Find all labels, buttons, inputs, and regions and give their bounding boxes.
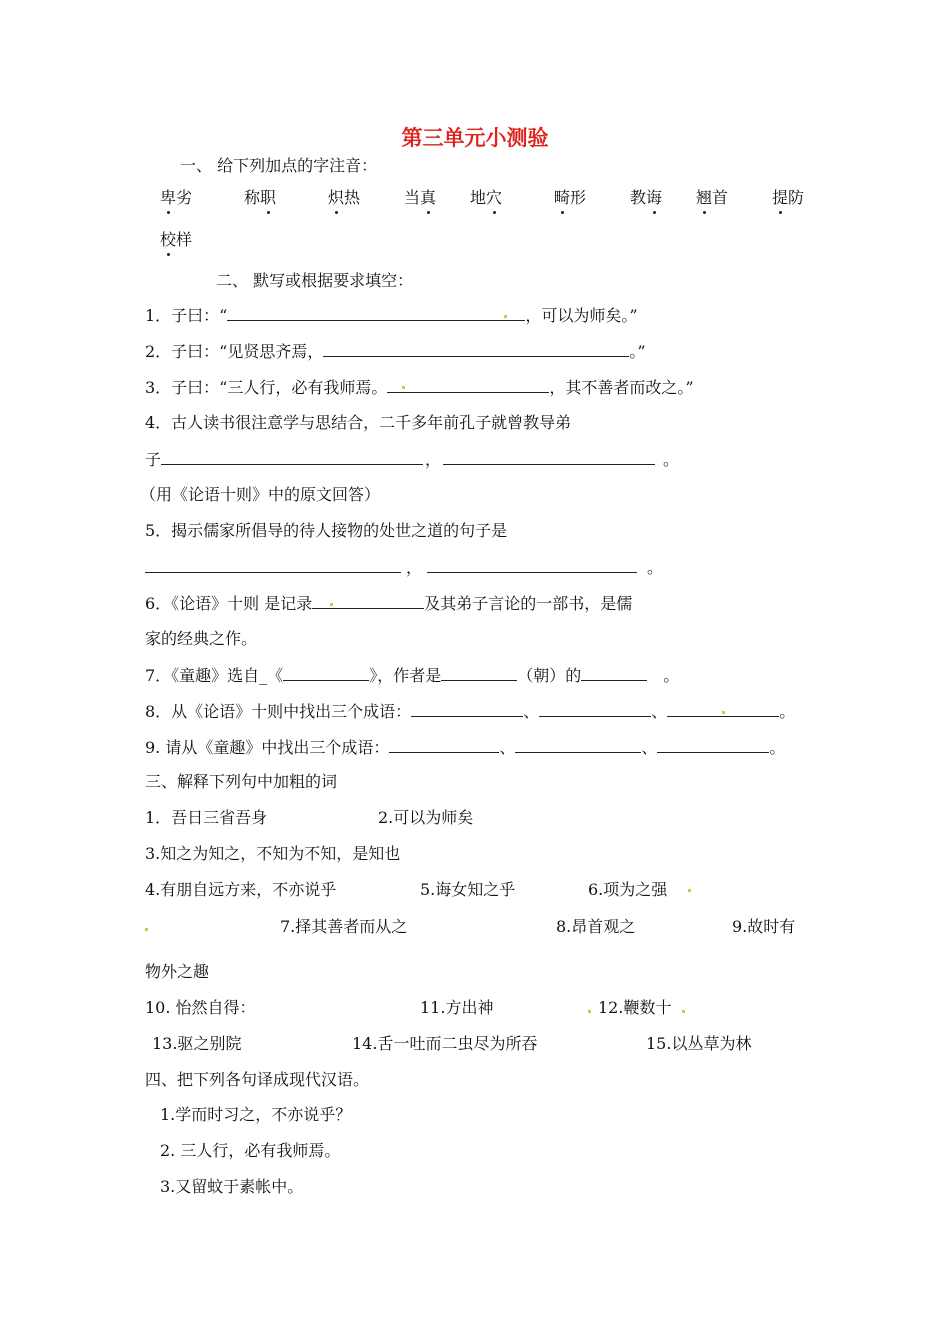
pinyin-word: 提防 [772,185,804,208]
scan-mark [145,928,148,931]
question-4: 4．古人读书很注意学与思结合，二千多年前孔子就曾教导弟 [145,413,572,432]
pinyin-word: 称职 [244,185,276,208]
answer-blank [227,304,497,321]
answer-blank [581,664,647,681]
question-1: 1．子曰：“ ，可以为师矣。” [145,306,638,325]
question-2: 2．子曰：“见贤思齐焉， 。” [145,342,646,361]
question-5: 5．揭示儒家所倡导的待人接物的处世之道的句子是 [145,521,508,540]
page-title: 第三单元小测验 [401,125,549,150]
answer-blank [389,736,499,753]
answer-blank [667,700,779,717]
scan-mark [504,315,507,318]
scan-mark [722,711,725,714]
explain-item: 10. 怡然自得： [145,998,256,1017]
question-6: 6．《论语》十则 是记录 及其弟子言论的一部书，是儒 [145,594,633,613]
question-3: 3．子曰：“三人行，必有我师焉。 ，其不善者而改之。” [145,378,694,397]
question-8: 8．从《论语》十则中找出三个成语： 、 、 。 [145,702,796,721]
pinyin-word: 畸形 [554,185,586,208]
section-2-heading: 二、 默写或根据要求填空： [216,271,414,290]
translate-item: 2. 三人行，必有我师焉。 [160,1141,341,1160]
translate-item: 1.学而时习之，不亦说乎？ [160,1105,352,1124]
answer-blank [539,700,651,717]
explain-item: 8.昂首观之 [556,917,636,936]
explain-item: 9.故时有 [732,917,796,936]
explain-item: 4.有朋自远方来，不亦说乎 [145,880,337,899]
pinyin-word: 校样 [160,227,192,250]
section-1-heading: 一、 给下列加点的字注音： [180,156,378,175]
pinyin-word: 翘首 [696,185,728,208]
section-4-heading: 四、把下列各句译成现代汉语。 [145,1070,370,1089]
answer-blank [161,448,423,465]
question-5-blanks: ， 。 [145,556,663,579]
explain-item: 1．吾日三省吾身 [145,808,268,827]
explain-item: 7.择其善者而从之 [280,917,408,936]
pinyin-word: 地穴 [470,185,502,208]
scan-mark [588,1010,591,1013]
answer-blank [443,448,655,465]
answer-blank [657,736,769,753]
question-4-note: （用《论语十则》中的原文回答） [140,485,381,504]
scan-mark [682,1010,685,1013]
explain-item: 3.知之为知之，不知为不知，是知也 [145,844,401,863]
answer-blank [441,664,517,681]
answer-blank [515,736,641,753]
section-3-heading: 三、解释下列句中加粗的词 [145,772,338,791]
answer-blank [145,556,401,573]
answer-blank [283,664,369,681]
explain-item: 5.诲女知之乎 [420,880,516,899]
explain-item: 11.方出神 [420,998,494,1017]
pinyin-word: 炽热 [328,185,360,208]
explain-item: 14.舌一吐而二虫尽为所吞 [352,1034,538,1053]
question-9: 9. 请从《童趣》中找出三个成语： 、 、 。 [145,738,786,757]
explain-item: 物外之趣 [145,962,210,981]
question-7: 7．《童趣》选自_《 》，作者是 （朝）的 。 [145,666,680,685]
scan-mark [402,386,405,389]
explain-item: 12.鞭数十 [598,998,672,1017]
answer-blank [312,592,424,609]
translate-item: 3.又留蚊于素帐中。 [160,1177,304,1196]
question-4-blanks: 子 ， 。 [145,450,680,469]
explain-item: 2.可以为师矣 [378,808,474,827]
scan-mark [688,889,691,892]
answer-blank [387,376,549,393]
pinyin-word: 教诲 [630,185,662,208]
answer-blank [323,340,629,357]
answer-blank [497,304,525,321]
explain-item: 15.以丛草为林 [646,1034,752,1053]
pinyin-word: 卑劣 [160,185,192,208]
scan-mark [330,603,333,606]
explain-item: 13.驱之别院 [152,1034,242,1053]
answer-blank [411,700,523,717]
explain-item: 6.项为之强 [588,880,668,899]
pinyin-word: 当真 [404,185,436,208]
question-6-cont: 家的经典之作。 [145,629,258,648]
answer-blank [427,556,637,573]
